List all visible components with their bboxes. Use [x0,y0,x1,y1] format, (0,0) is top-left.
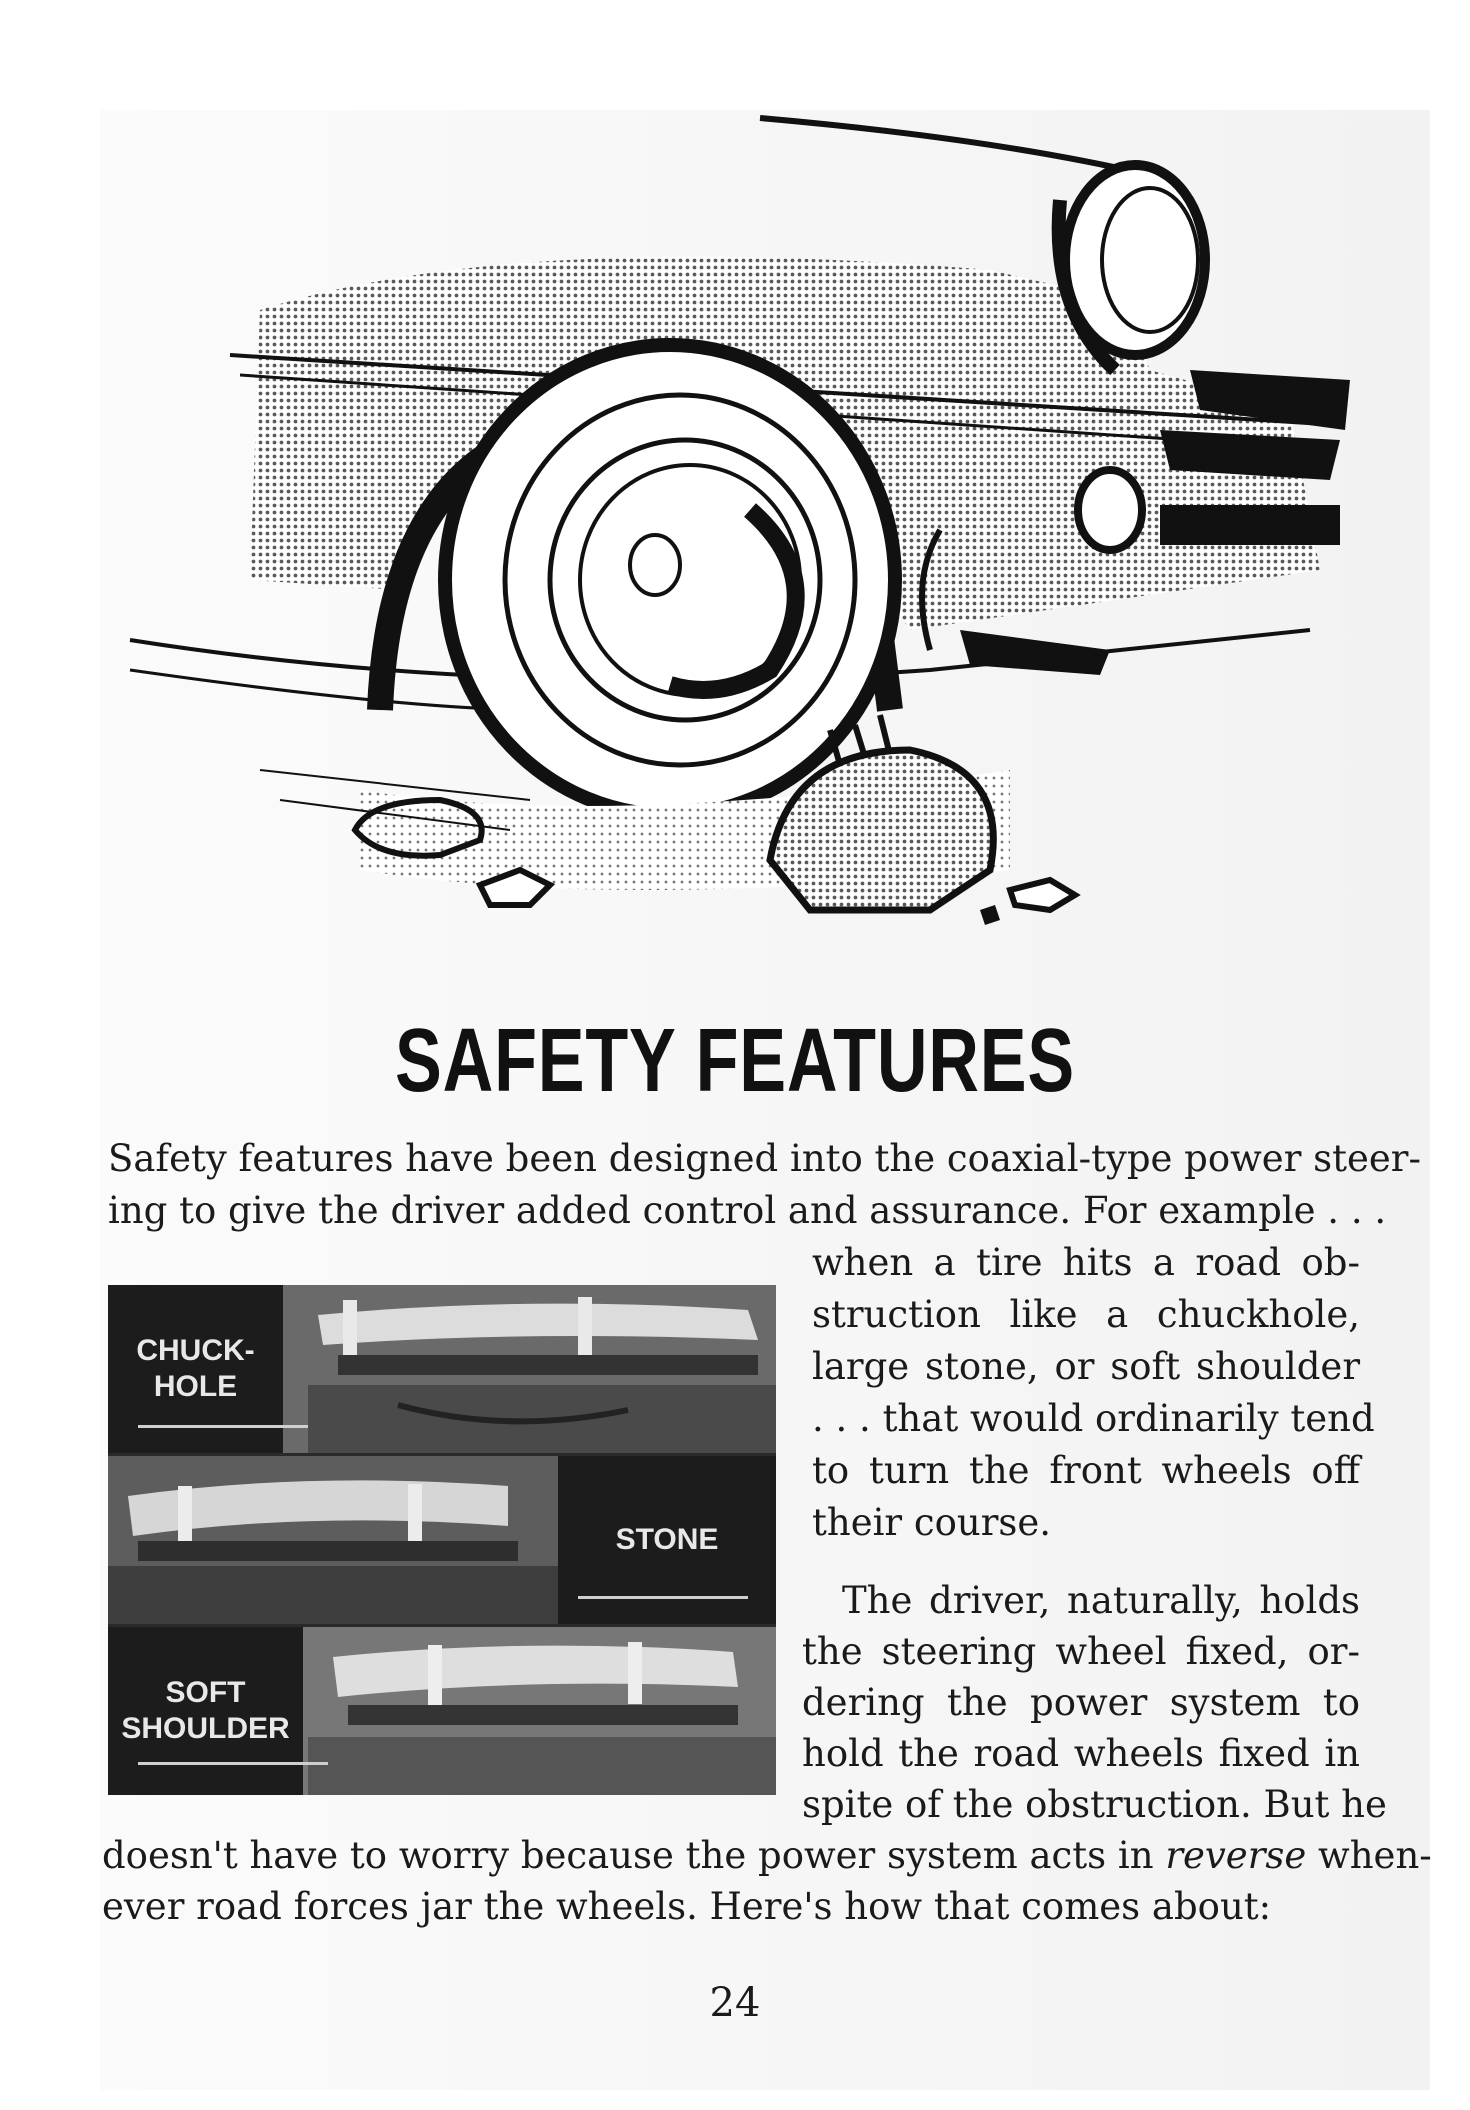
column2-line: hold the road wheels fixed in [802,1732,1360,1775]
column-line: . . . that would ordinarily tend [812,1397,1375,1440]
photo-stone [108,1456,776,1624]
column-line: struction like a chuckhole, [812,1293,1360,1336]
tail-text: when- [1306,1834,1432,1877]
label-text: SHOULDER [121,1712,290,1745]
tail-line [102,1830,1432,1881]
page-number: 24 [709,1980,761,2026]
label-text: CHUCK- [136,1334,255,1367]
column2-line: dering the power system to [802,1681,1360,1724]
label-text: HOLE [153,1370,238,1403]
tail-italic: reverse [1165,1834,1307,1877]
column2-paragraph [802,1575,1387,1830]
column-line: their course. [812,1501,1052,1544]
column2-line: The driver, naturally, holds [842,1579,1360,1622]
tail-paragraph [102,1830,1432,1932]
photo-chuckhole [108,1285,776,1453]
road-obstruction-photos [108,1285,776,1795]
tail-text: doesn't have to worry because the power system acts in [102,1834,1166,1877]
intro-line: Safety features have been designed into the coaxial-type power steer- [108,1137,1421,1180]
intro-line: ing to give the driver added control and assurance. For example . . . [108,1189,1387,1232]
page-title: SAFETY FEATURES [395,1011,1075,1111]
intro-paragraph [108,1133,1421,1237]
column-line: large stone, or soft shoulder [812,1345,1360,1388]
arrow-icon [138,1425,308,1428]
column-line: to turn the front wheels off [812,1449,1360,1492]
photo-soft-shoulder [108,1627,776,1795]
column2-line: spite of the obstruction. But he [802,1783,1387,1826]
label-text: SOFT [165,1676,246,1709]
label-soft-shoulder [108,1627,303,1795]
tail-line: ever road forces jar the wheels. Here's how that comes about: [102,1885,1272,1928]
label-text: STONE [615,1523,719,1556]
arrow-icon [578,1596,748,1599]
car-wheel-illustration [110,110,1360,1010]
arrow-icon [138,1762,328,1765]
column-line: when a tire hits a road ob- [812,1241,1360,1284]
column2-line: the steering wheel fixed, or- [802,1630,1360,1673]
column-paragraph [812,1237,1375,1549]
